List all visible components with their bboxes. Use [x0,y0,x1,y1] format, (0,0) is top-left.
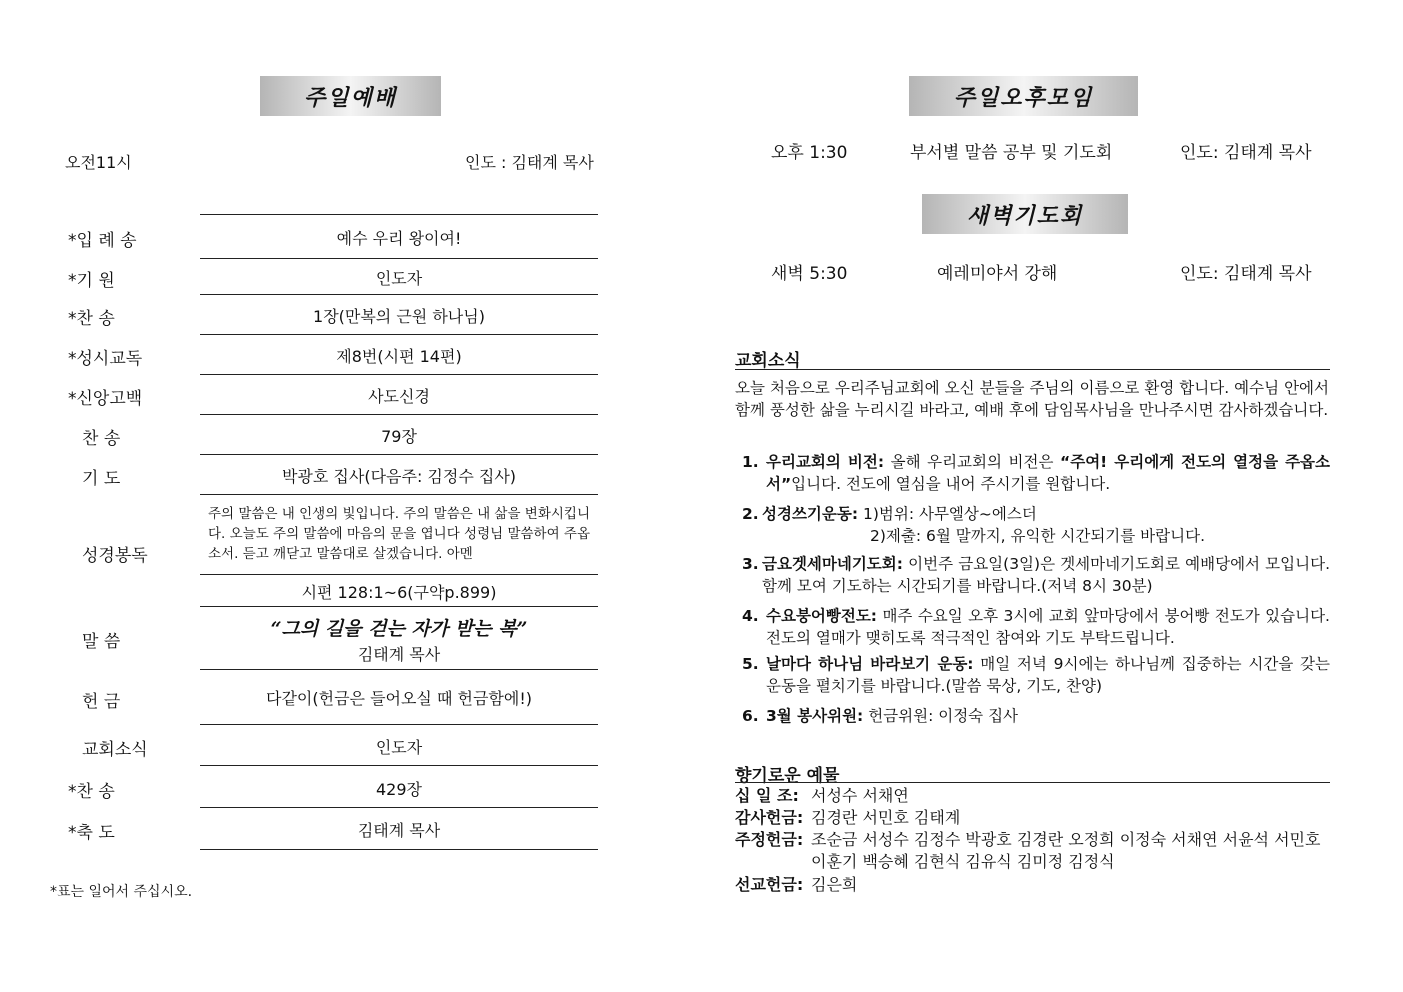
offering-row-weekly [735,829,1320,873]
news-text: 입니다. 전도에 열심을 내어 주시기를 원합니다. [791,475,1111,493]
order-line-9 [200,606,598,607]
offering-row-names: 조순금 서성수 김정수 박광호 김경란 오정희 이정숙 서채연 서윤석 서민호 [811,830,1321,849]
order-label: 찬 송 [82,429,121,449]
offering-row-names: 서성수 서채연 [811,786,909,805]
offering-row-thanks [735,807,960,829]
news-item-5 [742,653,1330,697]
news-item-3 [742,553,1330,597]
order-value: 사도신경 [368,387,430,406]
worship-time: 오전11시 [65,153,132,172]
order-label: *신앙고백 [68,389,143,409]
order-line-1 [200,258,598,259]
reading-scripture: 시편 128:1~6(구약p.899) [301,583,497,602]
order-line-10 [200,669,598,670]
sermon-title: “그의 길을 걷는 자가 받는 복” [270,618,528,640]
news-head: 날마다 하나님 바라보기 운동: [766,655,974,673]
news-num: 3. [742,555,759,573]
offering-row-label: 십 일 조: [735,786,799,805]
afternoon-title: 주일오후모임 [909,76,1138,116]
order-line-0 [200,214,598,215]
order-line-5 [200,414,598,415]
news-vision: “주여! 우리에게 전도의 열정을 주옵소서” [766,453,1331,493]
order-label: *축 도 [68,823,115,843]
order-label: 기 도 [82,469,121,489]
news-line [735,369,1330,370]
offerings-title: 향기로운 예물 [735,766,840,786]
news-head: 금요겟세마네기도회: [762,555,903,573]
offering-row-label: 감사헌금: [735,808,804,827]
dawn-leader: 인도: 김태계 목사 [1180,264,1312,284]
news-num: 4. [742,607,759,625]
order-value: 박광호 집사(다음주: 김정수 집사) [281,467,517,486]
afternoon-leader: 인도: 김태계 목사 [1180,143,1312,163]
order-value: 1장(만복의 근원 하나님) [313,307,485,326]
order-label: *입 례 송 [68,231,137,251]
order-line-12 [200,765,598,766]
news-num: 2. [742,505,759,523]
order-value: 인도자 [375,738,423,757]
news-text: 매주 수요일 오후 3시에 교회 앞마당에서 붕어빵 전도가 있습니다. 전도의 열매가 맺히도록 적극적인 참여와 기도 부탁드립니다. [766,607,1330,647]
order-label: *성시교독 [68,349,143,369]
news-item-1 [742,451,1330,495]
offering-row-names: 김경란 서민호 김태계 [811,808,961,827]
dawn-time: 새벽 5:30 [771,264,848,284]
offering-row-label: 선교헌금: [735,875,804,894]
offering-row-label: 주정헌금: [735,830,804,849]
news-text: 올해 우리교회의 비전은 [890,453,1061,471]
news-item-2 [742,503,1330,547]
news-num: 1. [742,453,759,471]
afternoon-time: 오후 1:30 [771,143,848,163]
order-value: 429장 [376,780,422,799]
order-line-14 [200,849,598,850]
offering-row-names: 이훈기 백승혜 김현식 김유식 김미정 김정식 [811,852,1115,871]
order-value: 인도자 [375,269,423,288]
order-line-4 [200,374,598,375]
dawn-desc: 예레미야서 강해 [937,264,1058,284]
news-head: 수요붕어빵전도: [766,607,878,625]
order-line-11 [200,724,598,725]
news-intro: 오늘 처음으로 우리주님교회에 오신 분들을 주님의 이름으로 환영 합니다. 예수님 안에서 함께 풍성한 삶을 누리시길 바라고, 예배 후에 담임목사님을 만나주시면 감사하겠습니다. [735,379,1329,419]
news-title: 교회소식 [735,351,801,371]
offering-value: 다같이(헌금은 들어오실 때 헌금함에!) [266,689,532,708]
reading-label: 성경봉독 [82,546,148,566]
worship-title: 주일예배 [260,76,441,116]
afternoon-desc: 부서별 말씀 공부 및 기도회 [910,143,1113,163]
news-item-6 [742,705,1330,727]
order-value: 79장 [381,427,417,446]
order-line-13 [200,807,598,808]
news-head: 우리교회의 비전: [766,453,885,471]
news-head: 성경쓰기운동: [762,505,859,523]
offering-label: 헌 금 [82,692,121,712]
news-num: 5. [742,655,759,673]
dawn-title: 새벽기도회 [922,194,1128,234]
order-value: 김태계 목사 [357,821,441,840]
reading-prayer: 주의 말씀은 내 인생의 빛입니다. 주의 말씀은 내 삶을 변화시킵니다. 오늘도 주의 말씀에 마음의 문을 엽니다 성령님 말씀하여 주옵소서. 듣고 깨닫고 말씀대로 살겠습니다. 아멘 [208,506,590,562]
offering-row-names: 김은희 [811,875,858,894]
news-text: 헌금위원: 이정숙 집사 [868,707,1019,725]
news-text: 2)제출: 6월 말까지, 유익한 시간되기를 바랍니다. [870,527,1205,545]
news-num: 6. [742,707,759,725]
news-text: 매일 저녁 9시에는 하나님께 집중하는 시간을 갖는 운동을 펼치기를 바랍니다.(말씀 묵상, 기도, 찬양) [766,655,1330,695]
order-line-6 [200,454,598,455]
order-line-7 [200,494,598,495]
order-value: 예수 우리 왕이여! [336,229,462,248]
offerings-line [735,782,1330,783]
order-value: 제8번(시편 14편) [336,347,462,366]
order-label: 교회소식 [82,740,148,760]
order-label: *찬 송 [68,309,115,329]
worship-leader: 인도 : 김태계 목사 [465,153,594,172]
news-item-4 [742,605,1330,649]
order-line-2 [200,294,598,295]
offering-row-tithe [735,785,909,807]
offering-row-mission [735,874,857,896]
sermon-label: 말 씀 [82,632,121,652]
order-line-8 [200,574,598,575]
footnote: *표는 일어서 주십시오. [50,884,193,900]
order-line-3 [200,334,598,335]
order-label: *기 원 [68,271,115,291]
order-label: *찬 송 [68,782,115,802]
news-text: 이번주 금요일(3일)은 겟세마네기도회로 예배당에서 모입니다. 함께 모여 기도하는 시간되기를 바랍니다.(저녁 8시 30분) [762,555,1330,595]
news-text: 1)범위: 사무엘상~에스더 [862,505,1037,523]
sermon-preacher: 김태계 목사 [357,645,441,664]
news-head: 3월 봉사위원: [766,707,864,725]
